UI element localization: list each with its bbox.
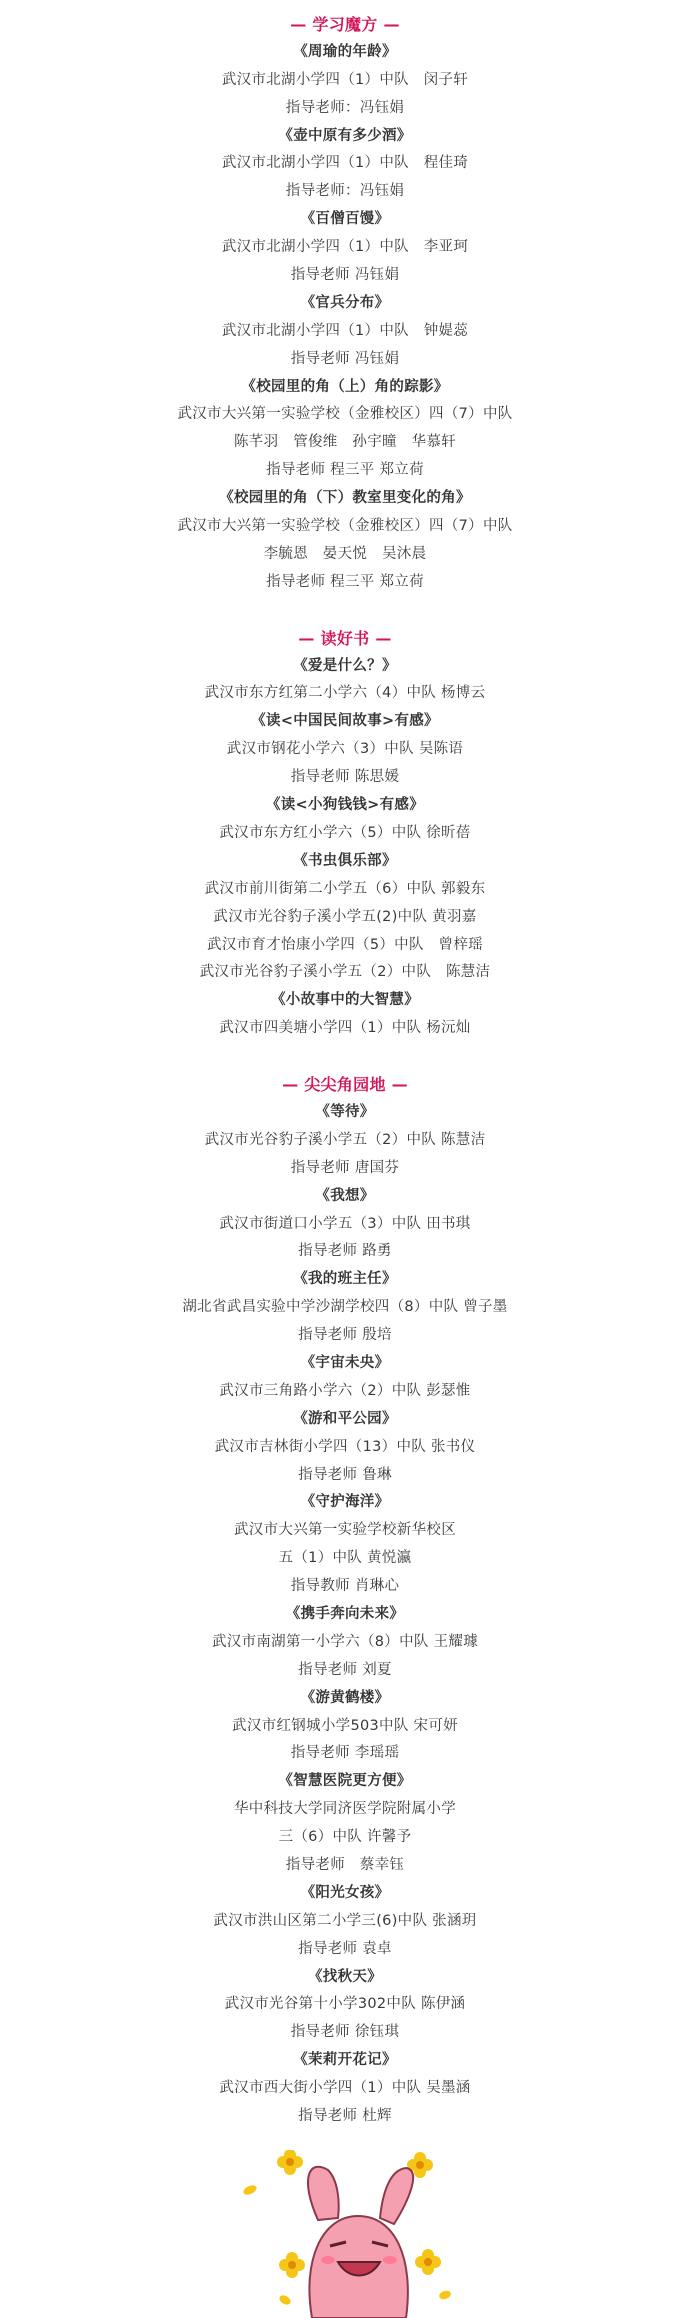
flower-icon bbox=[279, 2252, 305, 2278]
credit-line: 武汉市育才怡康小学四（5）中队 曾梓瑶 bbox=[207, 936, 483, 953]
work-title: 《小故事中的大智慧》 bbox=[271, 992, 419, 1009]
credit-line: 武汉市北湖小学四（1）中队 闵子轩 bbox=[221, 71, 469, 88]
work-title: 《官兵分布》 bbox=[300, 294, 390, 311]
credit-line: 武汉市光谷豹子溪小学五(2)中队 黄羽嘉 bbox=[213, 908, 477, 925]
credit-line: 指导老师 李瑶瑶 bbox=[290, 1745, 400, 1762]
credit-line: 武汉市洪山区第二小学三(6)中队 张涵玥 bbox=[213, 1912, 477, 1929]
credit-line: 指导老师 杜辉 bbox=[298, 2108, 392, 2125]
credit-line: 指导老师 程三平 郑立荷 bbox=[266, 573, 424, 590]
credit-line: 指导老师：冯钰娟 bbox=[285, 183, 405, 200]
credit-line: 湖北省武昌实验中学沙湖学校四（8）中队 曾子墨 bbox=[182, 1299, 508, 1316]
work-title: 《读<中国民间故事>有感》 bbox=[251, 713, 439, 730]
flower-icon bbox=[277, 2150, 303, 2175]
credit-line: 指导老师 唐国芬 bbox=[290, 1159, 400, 1176]
work-title: 《茉莉开花记》 bbox=[293, 2052, 397, 2069]
work-title: 《我的班主任》 bbox=[293, 1271, 397, 1288]
work-title: 《读<小狗钱钱>有感》 bbox=[265, 797, 425, 814]
work-title: 《守护海洋》 bbox=[300, 1494, 390, 1511]
petal-icon bbox=[278, 2294, 292, 2307]
content-list bbox=[177, 11, 512, 2131]
credit-line: 陈芊羽 管俊维 孙宇曈 华慕轩 bbox=[234, 434, 456, 451]
credit-line: 武汉市红钢城小学503中队 宋可妍 bbox=[232, 1717, 458, 1734]
work-title: 《阳光女孩》 bbox=[300, 1884, 390, 1901]
credit-line: 华中科技大学同济医学院附属小学 bbox=[234, 1801, 456, 1818]
credit-line: 武汉市光谷豹子溪小学五（2）中队 陈慧洁 bbox=[199, 964, 491, 981]
work-title: 《携手奔向未来》 bbox=[285, 1605, 405, 1622]
work-title: 《周瑜的年龄》 bbox=[293, 43, 397, 60]
credit-line: 三（6）中队 许馨予 bbox=[278, 1829, 412, 1846]
work-title: 《壶中原有多少酒》 bbox=[278, 127, 412, 144]
section-spacer bbox=[177, 597, 512, 625]
work-title: 《校园里的角（下）教室里变化的角》 bbox=[219, 490, 471, 507]
credit-line: 指导老师 陈思媛 bbox=[290, 769, 400, 786]
credit-line: 武汉市大兴第一实验学校（金雅校区）四（7）中队 bbox=[177, 518, 513, 535]
section-spacer bbox=[177, 1043, 512, 1071]
credit-line: 武汉市钢花小学六（3）中队 吴陈语 bbox=[226, 741, 464, 758]
credit-line: 指导老师：冯钰娟 bbox=[285, 99, 405, 116]
credit-line: 武汉市南湖第一小学六（8）中队 王耀璩 bbox=[211, 1633, 479, 1650]
credit-line: 指导老师 冯钰娟 bbox=[290, 267, 400, 284]
credit-line: 武汉市东方红小学六（5）中队 徐昕蓓 bbox=[219, 824, 471, 841]
work-title: 《宇宙未央》 bbox=[300, 1354, 390, 1371]
work-title: 《书虫俱乐部》 bbox=[293, 852, 397, 869]
credit-line: 指导老师 刘夏 bbox=[298, 1661, 392, 1678]
petal-icon bbox=[438, 2289, 452, 2301]
credit-line: 武汉市前川街第二小学五（6）中队 郭毅东 bbox=[204, 880, 486, 897]
credit-line: 武汉市吉林街小学四（13）中队 张书仪 bbox=[214, 1438, 476, 1455]
work-title: 《校园里的角（上）角的踪影》 bbox=[241, 378, 449, 395]
credit-line: 武汉市光谷第十小学302中队 陈伊涵 bbox=[224, 1996, 466, 2013]
work-title: 《游和平公园》 bbox=[293, 1410, 397, 1427]
flower-icon bbox=[415, 2249, 441, 2275]
rabbit-icon bbox=[308, 2167, 413, 2318]
section-heading: — 学习魔方 — bbox=[290, 15, 400, 34]
section-heading: — 尖尖角园地 — bbox=[282, 1075, 408, 1095]
credit-line: 武汉市北湖小学四（1）中队 钟媞蕊 bbox=[221, 322, 469, 339]
credit-line: 指导老师 路勇 bbox=[298, 1243, 392, 1260]
work-title: 《智慧医院更方便》 bbox=[278, 1773, 412, 1790]
credit-line: 武汉市三角路小学六（2）中队 彭瑟惟 bbox=[219, 1382, 471, 1399]
mascot-illustration bbox=[230, 2150, 470, 2318]
section-heading: — 读好书 — bbox=[298, 628, 392, 648]
work-title: 《爱是什么？》 bbox=[293, 657, 397, 674]
credit-line: 武汉市街道口小学五（3）中队 田书琪 bbox=[219, 1215, 471, 1232]
work-title: 《百僧百馒》 bbox=[300, 211, 390, 228]
credit-line: 指导老师 蔡幸钰 bbox=[285, 1857, 405, 1873]
credit-line: 武汉市北湖小学四（1）中队 程佳琦 bbox=[221, 155, 469, 172]
credit-line: 武汉市四美塘小学四（1）中队 杨沅灿 bbox=[219, 1020, 471, 1037]
credit-line: 李毓恩 晏天悦 吴沐晨 bbox=[263, 545, 427, 562]
credit-line: 指导老师 鲁琳 bbox=[298, 1466, 392, 1483]
credit-line: 武汉市东方红第二小学六（4）中队 杨博云 bbox=[204, 685, 486, 702]
petal-icon bbox=[242, 2183, 258, 2196]
credit-line: 五（1）中队 黄悦瀛 bbox=[278, 1550, 412, 1567]
credit-line: 武汉市光谷豹子溪小学五（2）中队 陈慧洁 bbox=[204, 1131, 486, 1148]
credit-line: 武汉市大兴第一实验学校（金雅校区）四（7）中队 bbox=[177, 406, 513, 423]
credit-line: 指导老师 冯钰娟 bbox=[290, 350, 400, 367]
work-title: 《找秋天》 bbox=[308, 1968, 382, 1985]
credit-line: 指导老师 殷培 bbox=[298, 1327, 392, 1344]
credit-line: 指导教师 肖琳心 bbox=[290, 1578, 400, 1595]
credit-line: 指导老师 程三平 郑立荷 bbox=[266, 462, 424, 479]
work-title: 《我想》 bbox=[315, 1187, 375, 1204]
credit-line: 武汉市西大街小学四（1）中队 吴墨涵 bbox=[219, 2080, 471, 2097]
work-title: 《等待》 bbox=[315, 1103, 375, 1120]
credit-line: 指导老师 袁卓 bbox=[298, 1940, 392, 1957]
credit-line: 指导老师 徐钰琪 bbox=[290, 2024, 400, 2041]
work-title: 《游黄鹤楼》 bbox=[300, 1689, 390, 1706]
credit-line: 武汉市大兴第一实验学校新华校区 bbox=[234, 1522, 456, 1539]
credit-line: 武汉市北湖小学四（1）中队 李亚珂 bbox=[221, 239, 469, 256]
